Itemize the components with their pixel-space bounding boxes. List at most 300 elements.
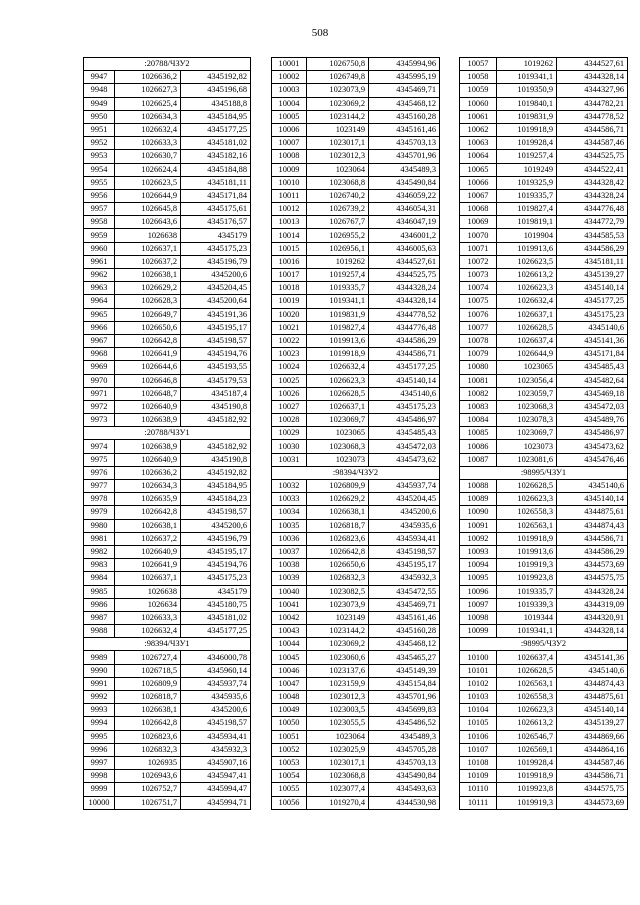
x-coordinate: 1026623,5: [115, 176, 181, 189]
table-row: [460, 176, 628, 189]
y-coordinate: 4344587,46: [557, 137, 628, 150]
table-row: [84, 400, 251, 413]
y-coordinate: 4345703,13: [369, 137, 440, 150]
point-number: 10076: [460, 308, 497, 321]
x-coordinate: 1026640,9: [115, 400, 181, 413]
y-coordinate: 4345995,19: [369, 71, 440, 84]
x-coordinate: 1026558,3: [497, 691, 557, 704]
point-number: 10055: [272, 783, 307, 796]
table-row: [272, 110, 440, 123]
x-coordinate: 1019923,8: [497, 572, 557, 585]
point-number: 9978: [84, 493, 115, 506]
point-number: 10001: [272, 58, 307, 71]
table-row: [460, 414, 628, 427]
point-number: 10089: [460, 493, 497, 506]
x-coordinate: 1026809,9: [307, 480, 369, 493]
point-number: 10002: [272, 71, 307, 84]
y-coordinate: 4344575,75: [557, 783, 628, 796]
y-coordinate: 4345175,23: [557, 308, 628, 321]
section-header-row: [460, 466, 628, 479]
y-coordinate: 4345482,64: [557, 374, 628, 387]
section-header: :98995/ЧЗУ1: [460, 466, 628, 479]
table-row: [84, 770, 251, 783]
table-row: [460, 269, 628, 282]
table-row: [272, 216, 440, 229]
x-coordinate: 1026956,1: [307, 242, 369, 255]
point-number: 10035: [272, 519, 307, 532]
point-number: 10051: [272, 730, 307, 743]
x-coordinate: 1019262: [307, 255, 369, 268]
point-number: 10109: [460, 770, 497, 783]
x-coordinate: 1026546,7: [497, 730, 557, 743]
x-coordinate: 1019350,9: [497, 84, 557, 97]
x-coordinate: 1026751,7: [115, 796, 181, 809]
point-number: 10087: [460, 453, 497, 466]
x-coordinate: 1026638,1: [115, 704, 181, 717]
y-coordinate: 4345177,25: [557, 295, 628, 308]
table-row: [84, 730, 251, 743]
x-coordinate: 1026650,6: [115, 321, 181, 334]
y-coordinate: 4345171,84: [181, 189, 251, 202]
point-number: 9973: [84, 414, 115, 427]
point-number: 9987: [84, 611, 115, 624]
x-coordinate: 1026640,9: [115, 453, 181, 466]
point-number: 10061: [460, 110, 497, 123]
table-row: [460, 84, 628, 97]
point-number: 9949: [84, 97, 115, 110]
y-coordinate: 4345160,28: [369, 625, 440, 638]
x-coordinate: 1023077,4: [307, 783, 369, 796]
y-coordinate: 4345196,79: [181, 255, 251, 268]
y-coordinate: 4345703,13: [369, 756, 440, 769]
x-coordinate: 1026646,8: [115, 374, 181, 387]
table-row: [272, 150, 440, 163]
point-number: 10045: [272, 651, 307, 664]
table-row: [272, 440, 440, 453]
y-coordinate: 4345486,97: [557, 427, 628, 440]
table-row: [460, 282, 628, 295]
point-number: 10007: [272, 137, 307, 150]
y-coordinate: 4345200,64: [181, 295, 251, 308]
table-row: [272, 545, 440, 558]
table-row: [84, 348, 251, 361]
point-number: 10018: [272, 282, 307, 295]
y-coordinate: 4345485,43: [369, 427, 440, 440]
point-number: 9948: [84, 84, 115, 97]
x-coordinate: 1019819,1: [497, 216, 557, 229]
x-coordinate: 1026638,1: [307, 506, 369, 519]
x-coordinate: 1026638,9: [115, 414, 181, 427]
table-row: [272, 770, 440, 783]
table-row: [84, 572, 251, 585]
point-number: 10059: [460, 84, 497, 97]
point-number: 10073: [460, 269, 497, 282]
x-coordinate: 1026633,3: [115, 137, 181, 150]
y-coordinate: 4345139,27: [557, 269, 628, 282]
x-coordinate: 1026642,8: [115, 334, 181, 347]
table-row: [272, 71, 440, 84]
table-row: [84, 677, 251, 690]
y-coordinate: 4345181,11: [181, 176, 251, 189]
y-coordinate: 4345140,6: [557, 480, 628, 493]
point-number: 9968: [84, 348, 115, 361]
table-row: [84, 743, 251, 756]
y-coordinate: 4345934,41: [369, 532, 440, 545]
point-number: 9997: [84, 756, 115, 769]
point-number: 10103: [460, 691, 497, 704]
point-number: 10046: [272, 664, 307, 677]
y-coordinate: 4344587,46: [557, 756, 628, 769]
point-number: 10095: [460, 572, 497, 585]
y-coordinate: 4344772,79: [557, 216, 628, 229]
section-header: :20788/ЧЗУ2: [84, 58, 251, 71]
x-coordinate: 1019913,6: [497, 242, 557, 255]
table-row: [460, 717, 628, 730]
point-number: 10054: [272, 770, 307, 783]
table-row: [460, 295, 628, 308]
x-coordinate: 1023068,3: [497, 400, 557, 413]
table-row: [84, 203, 251, 216]
table-row: [272, 334, 440, 347]
x-coordinate: 1023159,9: [307, 677, 369, 690]
point-number: 9960: [84, 242, 115, 255]
y-coordinate: 4346000,78: [181, 651, 251, 664]
section-header-row: [84, 638, 251, 651]
x-coordinate: 1026648,7: [115, 387, 181, 400]
x-coordinate: 1019831,9: [497, 110, 557, 123]
y-coordinate: 4346005,63: [369, 242, 440, 255]
y-coordinate: 4345465,27: [369, 651, 440, 664]
point-number: 9984: [84, 572, 115, 585]
table-row: [272, 321, 440, 334]
x-coordinate: 1026625,4: [115, 97, 181, 110]
x-coordinate: 1023149: [307, 611, 369, 624]
point-number: 10033: [272, 493, 307, 506]
table-row: [84, 71, 251, 84]
x-coordinate: 1023068,8: [307, 770, 369, 783]
y-coordinate: 4344874,43: [557, 677, 628, 690]
y-coordinate: 4345489,76: [557, 414, 628, 427]
point-number: 9976: [84, 466, 115, 479]
table-row: [272, 730, 440, 743]
y-coordinate: 4345184,95: [181, 480, 251, 493]
point-number: 10077: [460, 321, 497, 334]
y-coordinate: 4345177,25: [181, 123, 251, 136]
x-coordinate: 1026641,9: [115, 559, 181, 572]
point-number: 10057: [460, 58, 497, 71]
x-coordinate: 1026637,4: [497, 651, 557, 664]
y-coordinate: 4345196,79: [181, 532, 251, 545]
y-coordinate: 4345175,23: [369, 400, 440, 413]
y-coordinate: 4344782,21: [557, 97, 628, 110]
point-number: 9969: [84, 361, 115, 374]
table-row: [272, 84, 440, 97]
coordinate-table: [459, 57, 628, 810]
x-coordinate: 1026644,6: [115, 361, 181, 374]
table-row: [84, 97, 251, 110]
point-number: 9958: [84, 216, 115, 229]
point-number: 10096: [460, 585, 497, 598]
table-row: [272, 598, 440, 611]
point-number: 9983: [84, 559, 115, 572]
y-coordinate: 4344586,71: [557, 123, 628, 136]
table-row: [84, 216, 251, 229]
y-coordinate: 4345187,4: [181, 387, 251, 400]
table-row: [84, 585, 251, 598]
x-coordinate: 1026569,1: [497, 743, 557, 756]
y-coordinate: 4345175,61: [181, 203, 251, 216]
x-coordinate: 1019257,4: [497, 150, 557, 163]
point-number: 10040: [272, 585, 307, 598]
x-coordinate: 1019913,6: [497, 545, 557, 558]
x-coordinate: 1026718,5: [115, 664, 181, 677]
x-coordinate: 1026623,5: [497, 255, 557, 268]
y-coordinate: 4344585,53: [557, 229, 628, 242]
point-number: 10039: [272, 572, 307, 585]
x-coordinate: 1026638,1: [115, 269, 181, 282]
table-row: [84, 110, 251, 123]
y-coordinate: 4345490,84: [369, 770, 440, 783]
table-row: [84, 242, 251, 255]
x-coordinate: 1026637,1: [115, 242, 181, 255]
x-coordinate: 1026955,2: [307, 229, 369, 242]
x-coordinate: 1026623,3: [497, 493, 557, 506]
table-row: [460, 783, 628, 796]
y-coordinate: 4345937,74: [369, 480, 440, 493]
y-coordinate: 4345141,36: [557, 651, 628, 664]
point-number: 9965: [84, 308, 115, 321]
point-number: 10066: [460, 176, 497, 189]
x-coordinate: 1019827,4: [307, 321, 369, 334]
x-coordinate: 1023017,1: [307, 756, 369, 769]
y-coordinate: 4345469,71: [369, 84, 440, 97]
table-row: [460, 242, 628, 255]
table-row: [272, 611, 440, 624]
y-coordinate: 4345469,71: [369, 598, 440, 611]
point-number: 9979: [84, 506, 115, 519]
table-row: [272, 796, 440, 809]
section-header-row: [84, 427, 251, 440]
x-coordinate: 1019904: [497, 229, 557, 242]
point-number: 10081: [460, 374, 497, 387]
y-coordinate: 4345184,95: [181, 110, 251, 123]
point-number: 10102: [460, 677, 497, 690]
y-coordinate: 4345140,6: [557, 664, 628, 677]
x-coordinate: 1023065: [307, 427, 369, 440]
x-coordinate: 1019335,7: [497, 189, 557, 202]
table-row: [460, 71, 628, 84]
point-number: 10044: [272, 638, 307, 651]
table-row: [84, 229, 251, 242]
x-coordinate: 1019270,4: [307, 796, 369, 809]
table-row: [272, 229, 440, 242]
x-coordinate: 1026628,5: [307, 387, 369, 400]
x-coordinate: 1023060,6: [307, 651, 369, 664]
y-coordinate: 4345469,18: [557, 387, 628, 400]
x-coordinate: 1026638,9: [115, 440, 181, 453]
table-row: [460, 519, 628, 532]
table-row: [460, 229, 628, 242]
point-number: 10094: [460, 559, 497, 572]
point-number: 9951: [84, 123, 115, 136]
point-number: 10006: [272, 123, 307, 136]
y-coordinate: 4344328,24: [557, 189, 628, 202]
coordinate-table: [271, 57, 440, 810]
point-number: 9998: [84, 770, 115, 783]
table-row: [272, 691, 440, 704]
table-row: [460, 387, 628, 400]
point-number: 10101: [460, 664, 497, 677]
table-row: [272, 97, 440, 110]
point-number: 9955: [84, 176, 115, 189]
table-row: [272, 519, 440, 532]
point-number: 10029: [272, 427, 307, 440]
point-number: 10069: [460, 216, 497, 229]
table-row: [84, 123, 251, 136]
table-row: [272, 400, 440, 413]
x-coordinate: 1019325,9: [497, 176, 557, 189]
table-row: [272, 255, 440, 268]
y-coordinate: 4344328,24: [369, 282, 440, 295]
table-row: [460, 480, 628, 493]
point-number: 9956: [84, 189, 115, 202]
table-row: [84, 387, 251, 400]
x-coordinate: 1026629,2: [307, 493, 369, 506]
x-coordinate: 1019341,1: [497, 625, 557, 638]
table-row: [272, 282, 440, 295]
table-row: [272, 123, 440, 136]
y-coordinate: 4344328,14: [557, 71, 628, 84]
point-number: 10017: [272, 269, 307, 282]
y-coordinate: 4345198,57: [181, 334, 251, 347]
point-number: 10023: [272, 348, 307, 361]
table-row: [460, 585, 628, 598]
y-coordinate: 4344586,29: [557, 545, 628, 558]
y-coordinate: 4345196,68: [181, 84, 251, 97]
y-coordinate: 4344874,43: [557, 519, 628, 532]
x-coordinate: 1023137,6: [307, 664, 369, 677]
y-coordinate: 4345489,3: [369, 163, 440, 176]
y-coordinate: 4345195,17: [369, 559, 440, 572]
x-coordinate: 1026818,7: [115, 691, 181, 704]
x-coordinate: 1026634,3: [115, 110, 181, 123]
x-coordinate: 1019341,1: [497, 71, 557, 84]
y-coordinate: 4344328,14: [369, 295, 440, 308]
point-number: 10003: [272, 84, 307, 97]
point-number: 10093: [460, 545, 497, 558]
y-coordinate: 4345180,75: [181, 598, 251, 611]
x-coordinate: 1026623,3: [497, 704, 557, 717]
table-row: [84, 189, 251, 202]
point-number: 9966: [84, 321, 115, 334]
y-coordinate: 4345476,46: [557, 453, 628, 466]
point-number: 9994: [84, 717, 115, 730]
x-coordinate: 1023069,7: [307, 414, 369, 427]
y-coordinate: 4345490,84: [369, 176, 440, 189]
point-number: 9995: [84, 730, 115, 743]
x-coordinate: 1026641,9: [115, 348, 181, 361]
point-number: 9975: [84, 453, 115, 466]
x-coordinate: 1026613,2: [497, 717, 557, 730]
y-coordinate: 4345468,12: [369, 97, 440, 110]
y-coordinate: 4345200,6: [181, 519, 251, 532]
point-number: 10000: [84, 796, 115, 809]
x-coordinate: 1026627,3: [115, 84, 181, 97]
table-row: [272, 427, 440, 440]
table-row: [272, 743, 440, 756]
x-coordinate: 1026637,1: [497, 308, 557, 321]
table-row: [460, 334, 628, 347]
point-number: 10020: [272, 308, 307, 321]
point-number: 10042: [272, 611, 307, 624]
table-row: [272, 242, 440, 255]
y-coordinate: 4344319,09: [557, 598, 628, 611]
y-coordinate: 4344328,24: [557, 585, 628, 598]
table-row: [272, 625, 440, 638]
table-row: [272, 677, 440, 690]
table-row: [460, 203, 628, 216]
y-coordinate: 4344573,69: [557, 559, 628, 572]
x-coordinate: 1019928,4: [497, 137, 557, 150]
table-row: [272, 651, 440, 664]
y-coordinate: 4345194,76: [181, 348, 251, 361]
y-coordinate: 4345181,11: [557, 255, 628, 268]
y-coordinate: 4345184,88: [181, 163, 251, 176]
point-number: 10031: [272, 453, 307, 466]
x-coordinate: 1026637,2: [115, 255, 181, 268]
x-coordinate: 1026727,4: [115, 651, 181, 664]
y-coordinate: 4345191,36: [181, 308, 251, 321]
table-row: [84, 176, 251, 189]
point-number: 10100: [460, 651, 497, 664]
x-coordinate: 1023144,2: [307, 110, 369, 123]
table-row: [272, 414, 440, 427]
x-coordinate: 1019918,9: [307, 348, 369, 361]
y-coordinate: 4345140,14: [557, 282, 628, 295]
point-number: 10052: [272, 743, 307, 756]
y-coordinate: 4345932,3: [369, 572, 440, 585]
point-number: 10012: [272, 203, 307, 216]
table-row: [272, 572, 440, 585]
table-row: [460, 150, 628, 163]
x-coordinate: 1026563,1: [497, 677, 557, 690]
y-coordinate: 4345161,46: [369, 123, 440, 136]
point-number: 10004: [272, 97, 307, 110]
y-coordinate: 4344586,29: [557, 242, 628, 255]
y-coordinate: 4345472,55: [369, 585, 440, 598]
table-row: [272, 783, 440, 796]
x-coordinate: 1026558,3: [497, 506, 557, 519]
table-row: [460, 348, 628, 361]
point-number: 9950: [84, 110, 115, 123]
x-coordinate: 1019341,1: [307, 295, 369, 308]
y-coordinate: 4345198,57: [369, 545, 440, 558]
table-row: [272, 308, 440, 321]
point-number: 10063: [460, 137, 497, 150]
point-number: 10067: [460, 189, 497, 202]
table-row: [460, 493, 628, 506]
x-coordinate: 1019919,3: [497, 559, 557, 572]
table-row: [460, 123, 628, 136]
y-coordinate: 4345960,14: [181, 664, 251, 677]
y-coordinate: 4344586,71: [557, 770, 628, 783]
y-coordinate: 4344525,75: [557, 150, 628, 163]
table-row: [460, 572, 628, 585]
y-coordinate: 4345140,14: [557, 704, 628, 717]
y-coordinate: 4345699,83: [369, 704, 440, 717]
point-number: 10064: [460, 150, 497, 163]
y-coordinate: 4344586,29: [369, 334, 440, 347]
